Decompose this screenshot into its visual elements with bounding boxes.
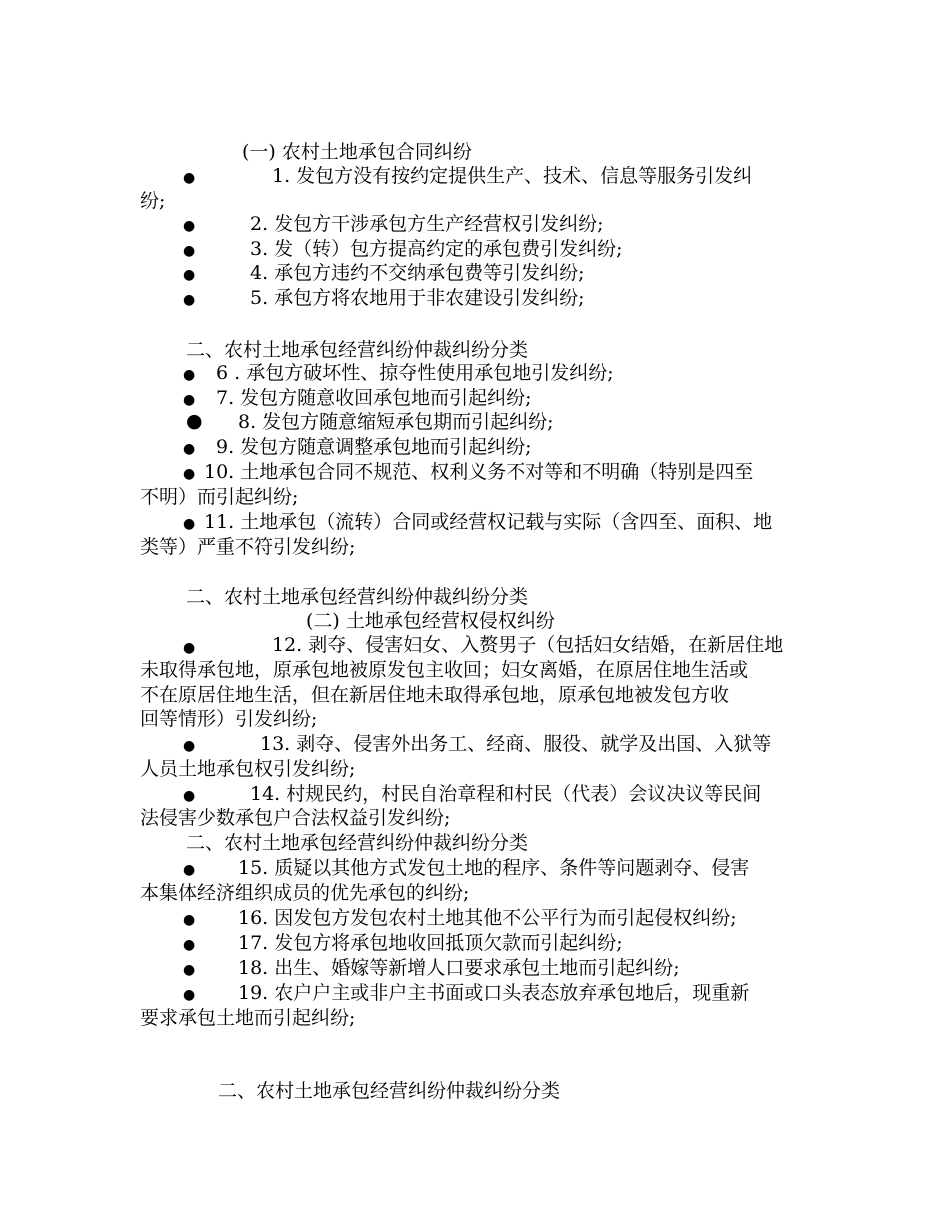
bullet-icon: ● — [183, 912, 196, 928]
section-heading: 二、农村土地承包经营纠纷仲裁纠纷分类 — [218, 1080, 561, 1102]
bullet-icon: ● — [183, 392, 196, 408]
section-heading: (一) 农村土地承包合同纠纷 — [242, 141, 472, 163]
bullet-icon: ● — [186, 410, 203, 432]
list-item-text: 本集体经济组织成员的优先承包的纠纷; — [140, 882, 470, 904]
section-heading: 二、农村土地承包经营纠纷仲裁纠纷分类 — [186, 586, 529, 608]
list-item-text: 14. 村规民约，村民自治章程和村民（代表）会议决议等民间 — [250, 783, 762, 805]
bullet-icon: ● — [183, 738, 196, 754]
bullet-icon: ● — [183, 788, 196, 804]
list-item-text: 16. 因发包方发包农村土地其他不公平行为而引起侵权纠纷; — [238, 907, 737, 929]
list-item-text: 18. 出生、婚嫁等新增人口要求承包土地而引起纠纷; — [238, 957, 680, 979]
list-item-text: 17. 发包方将承包地收回抵顶欠款而引起纠纷; — [238, 932, 623, 954]
section-subheading: (二) 土地承包经营权侵权纠纷 — [306, 610, 555, 632]
bullet-icon: ● — [183, 962, 196, 978]
list-item-text: 7. 发包方随意收回承包地而引起纠纷; — [216, 387, 532, 409]
list-item-text: 回等情形）引发纠纷; — [140, 708, 318, 730]
list-item-text: 类等）严重不符引发纠纷; — [140, 536, 356, 558]
bullet-icon: ● — [183, 862, 196, 878]
bullet-icon: ● — [183, 367, 196, 383]
bullet-icon: ● — [183, 987, 196, 1003]
bullet-icon: ● — [183, 937, 196, 953]
list-item-text: 不明）而引起纠纷; — [140, 486, 299, 508]
list-item-text: 法侵害少数承包户合法权益引发纠纷; — [140, 807, 451, 829]
list-item-text: 15. 质疑以其他方式发包土地的程序、条件等问题剥夺、侵害 — [238, 857, 750, 879]
list-item-text: 19. 农户户主或非户主书面或口头表态放弃承包地后，现重新 — [238, 982, 750, 1004]
bullet-icon: ● — [183, 218, 196, 234]
bullet-icon: ● — [183, 292, 196, 308]
bullet-icon: ● — [183, 640, 196, 656]
list-item-text: 10. 土地承包合同不规范、权利义务不对等和不明确（特别是四至 — [204, 461, 754, 483]
list-item-text: 6 . 承包方破坏性、掠夺性使用承包地引发纠纷; — [216, 362, 614, 384]
section-heading: 二、农村土地承包经营纠纷仲裁纠纷分类 — [186, 832, 529, 854]
list-item-text: 未取得承包地，原承包地被原发包主收回；妇女离婚，在原居住地生活或 — [140, 659, 749, 681]
list-item-text: 4. 承包方违约不交纳承包费等引发纠纷; — [250, 262, 585, 284]
section-heading: 二、农村土地承包经营纠纷仲裁纠纷分类 — [186, 339, 529, 361]
list-item-text: 9. 发包方随意调整承包地而引起纠纷; — [216, 436, 532, 458]
list-item-text: 不在原居住地生活，但在新居住地未取得承包地，原承包地被发包方收 — [140, 684, 730, 706]
bullet-icon: ● — [183, 170, 196, 186]
bullet-icon: ● — [183, 243, 196, 259]
list-item-text: 11. 土地承包（流转）合同或经营权记载与实际（含四至、面积、地 — [204, 511, 773, 533]
list-item-text: 要求承包土地而引起纠纷; — [140, 1007, 356, 1029]
list-item-text: 人员土地承包权引发纠纷; — [140, 758, 356, 780]
list-item-text: 3. 发（转）包方提高约定的承包费引发纠纷; — [250, 238, 623, 260]
list-item-text: 1. 发包方没有按约定提供生产、技术、信息等服务引发纠 — [272, 165, 753, 187]
list-item-text: 8. 发包方随意缩短承包期而引起纠纷; — [238, 411, 554, 433]
list-item-text: 纷; — [140, 190, 166, 212]
list-item-text: 13. 剥夺、侵害外出务工、经商、服役、就学及出国、入狱等 — [260, 733, 772, 755]
bullet-icon: ● — [183, 466, 196, 482]
bullet-icon: ● — [183, 441, 196, 457]
list-item-text: 5. 承包方将农地用于非农建设引发纠纷; — [250, 287, 585, 309]
list-item-text: 2. 发包方干涉承包方生产经营权引发纠纷; — [250, 213, 604, 235]
bullet-icon: ● — [183, 267, 196, 283]
bullet-icon: ● — [183, 516, 196, 532]
list-item-text: 12. 剥夺、侵害妇女、入赘男子（包括妇女结婚，在新居住地 — [272, 634, 784, 656]
